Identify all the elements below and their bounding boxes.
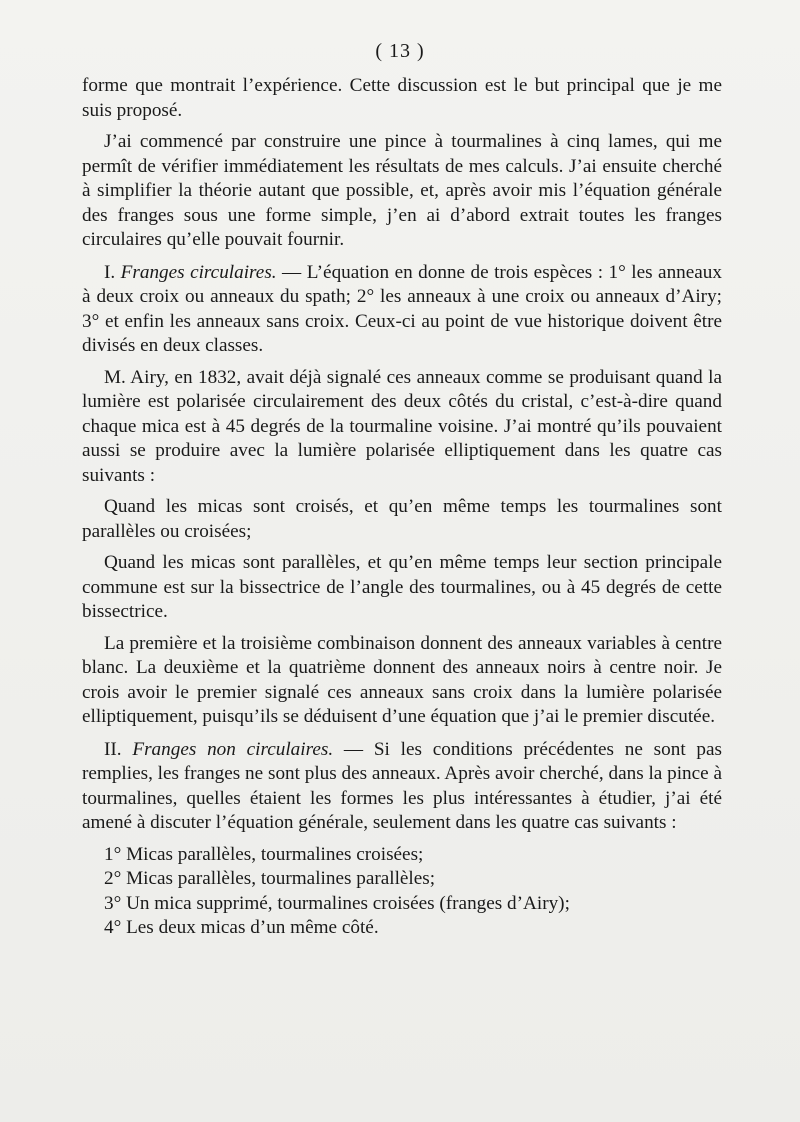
paragraph: La première et la troisième combinaison donnent des anneaux variables à centre blanc. La deuxième et la quatrième donnent des anneaux noirs à centre noir. Je crois avoir le premier signalé ces anneaux sans croix dans la lumière polarisée elliptiquement, puisqu’ils se déduisent d’une équation que j’ai le premier discutée. — [82, 632, 722, 727]
list-item: 3° Un mica supprimé, tourmalines croisées (franges d’Airy); — [104, 892, 570, 914]
section-heading: Franges circulaires. — [120, 261, 277, 283]
body-text — [82, 74, 722, 941]
section-paragraph — [82, 261, 722, 359]
section-number: I. — [104, 261, 116, 283]
list-item: 2° Micas parallèles, tourmalines parallèles; — [104, 868, 436, 889]
paragraph: Quand les micas sont parallèles, et qu’en même temps leur section principale commune est sur la bissectrice de l’angle des tourmalines, ou à 45 degrés de cette bissectrice. — [82, 552, 722, 622]
paragraph-text: — L’équation en donne de trois espèces : 1° les anneaux à deux croix ou anneaux du spath; 2° les anneaux à une croix ou anneaux d’Airy; 3° et enfin les anneaux sans croix. Ceux-ci au point de vue historique doivent être divisés en deux classes. — [82, 261, 722, 356]
page-number: ( 13 ) — [375, 40, 425, 62]
paragraph: M. Airy, en 1832, avait déjà signalé ces anneaux comme se produisant quand la lumière est polarisée circulairement des deux côtés du cristal, c’est-à-dire quand chaque mica est à 45 degrés de la tourmaline voisine. J’ai montré qu’ils pouvaient aussi se produire avec la lumière polarisée elliptiquement dans les quatre cas suivants : — [82, 366, 722, 486]
paragraph: forme que montrait l’expérience. Cette discussion est le but principal que je me suis proposé. — [82, 75, 722, 121]
section-heading: Franges non circulaires. — [132, 738, 334, 760]
paragraph-text: — Si les conditions précédentes ne sont pas remplies, les franges ne sont plus des anneaux. Après avoir cherché, dans la pince à tourmalines, quelles étaient les formes les plus intéressantes à étudier, j’ai été amené à discuter l’équation générale, seulement dans les quatre cas suivants : — [82, 738, 722, 833]
section-number: II. — [104, 738, 122, 760]
section-paragraph — [82, 738, 722, 836]
paragraph: Quand les micas sont croisés, et qu’en même temps les tourmalines sont parallèles ou croisées; — [82, 496, 722, 542]
list-item: 4° Les deux micas d’un même côté. — [104, 917, 379, 938]
paragraph: J’ai commencé par construire une pince à tourmalines à cinq lames, qui me permît de vérifier immédiatement les résultats de mes calculs. J’ai ensuite cherché à simplifier la théorie autant que possible, et, après avoir mis l’équation générale des franges sous une forme simple, j’en ai d’abord extrait toutes les franges circulaires qu’elle pouvait fournir. — [82, 131, 722, 250]
list-item: 1° Micas parallèles, tourmalines croisées; — [104, 843, 424, 865]
